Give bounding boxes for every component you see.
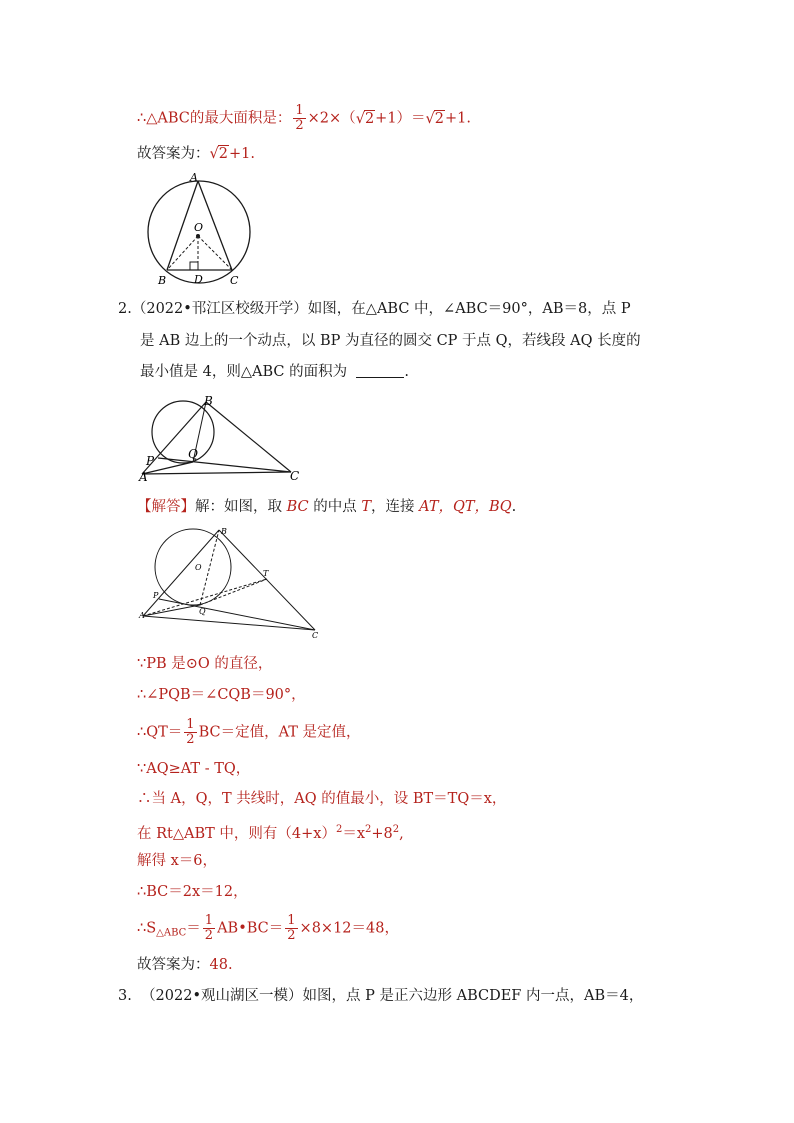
- sqrt-symbol: √2: [355, 110, 375, 127]
- fig1-label-b: B: [158, 274, 167, 287]
- question-3-line-1: 3. （2022•观山湖区一模）如图，点 P 是正六边形 ABCDEF 内一点，AB＝4，: [118, 988, 644, 1004]
- question-2-line-1: 2.（2022•邗江区校级开学）如图，在△ABC 中，∠ABC＝90°，AB＝8，点 P: [118, 301, 631, 317]
- fraction: $\frac{1}{2}$: [287, 913, 296, 943]
- solution-intro: 【解答】解：如图，取 BC 的中点 T，连接 AT，QT，BQ.: [137, 499, 517, 515]
- solution-tag: 【解答】: [137, 499, 195, 515]
- fig1-label-d: D: [194, 273, 203, 286]
- fig1-label-a: A: [190, 171, 198, 184]
- fig2-label-c: C: [290, 469, 300, 483]
- fig1-label-c: C: [230, 274, 239, 287]
- step-2: ∴∠PQB＝∠CQB＝90°，: [137, 687, 306, 703]
- max-area-line: ∴△ABC的最大面积是： $\frac{1}{2}$ ×2×（√2+1）＝√2+1.: [137, 103, 472, 133]
- fig2-label-p: P: [146, 454, 155, 468]
- answer-line: 故答案为：√2+1.: [137, 146, 255, 162]
- step-4: ∵AQ≥AT - TQ，: [137, 761, 251, 777]
- question-2-line-2: 是 AB 边上的一个动点，以 BP 为直径的圆交 CP 于点 Q，若线段 AQ 长度的: [140, 333, 641, 349]
- fraction: $\frac{1}{2}$: [186, 717, 195, 747]
- fig2-label-b: B: [204, 394, 213, 408]
- step-1: ∵PB 是⊙O 的直径，: [137, 656, 273, 672]
- fig3-label-b: B: [221, 527, 227, 536]
- fraction: $\frac{1}{2}$: [204, 913, 214, 943]
- fig3-label-a: A: [139, 611, 145, 620]
- step-5: ∴当 A，Q，T 共线时，AQ 的值最小，设 BT＝TQ＝x，: [137, 791, 507, 807]
- fraction: $\frac{1}{2}$: [295, 103, 304, 133]
- sqrt-symbol: √2: [209, 146, 228, 162]
- fig3-label-p: P: [153, 591, 159, 600]
- figure-question-2: [136, 392, 306, 484]
- fig2-label-a: A: [139, 470, 148, 484]
- fig3-label-t: T: [263, 569, 269, 578]
- question-number: 2.: [118, 301, 132, 317]
- fig3-label-q: Q: [199, 607, 206, 616]
- question-number: 3.: [118, 988, 132, 1004]
- circle-o: [155, 529, 231, 605]
- sqrt-symbol: √2: [425, 110, 445, 127]
- fig3-label-o: O: [195, 563, 202, 572]
- step-6: 在 Rt△ABT 中，则有$(4+x)^2=x^2+8^2$,: [137, 824, 404, 842]
- answer-blank: [356, 363, 404, 378]
- step-8: ∴BC＝2x＝12，: [137, 884, 248, 900]
- fig1-label-o: O: [194, 221, 204, 234]
- step-answer: 故答案为：48.: [137, 957, 233, 973]
- fig3-label-c: C: [312, 631, 319, 640]
- question-2-line-3: 最小值是 4，则△ABC 的面积为 .: [140, 364, 409, 380]
- figure-solution: [137, 526, 327, 642]
- fig2-label-q: Q: [188, 447, 198, 461]
- figure-circle-triangle: [140, 168, 266, 292]
- step-3: ∴QT＝ $\frac{1}{2}$ BC＝定值，AT 是定值，: [137, 717, 361, 747]
- step-9: $\therefore S_{\triangle ABC}=$ $\frac{1}{2}$ AB•BC＝ $\frac{1}{2}$ ×8×12＝48，: [137, 913, 399, 943]
- step-7: 解得 x＝6，: [137, 853, 218, 869]
